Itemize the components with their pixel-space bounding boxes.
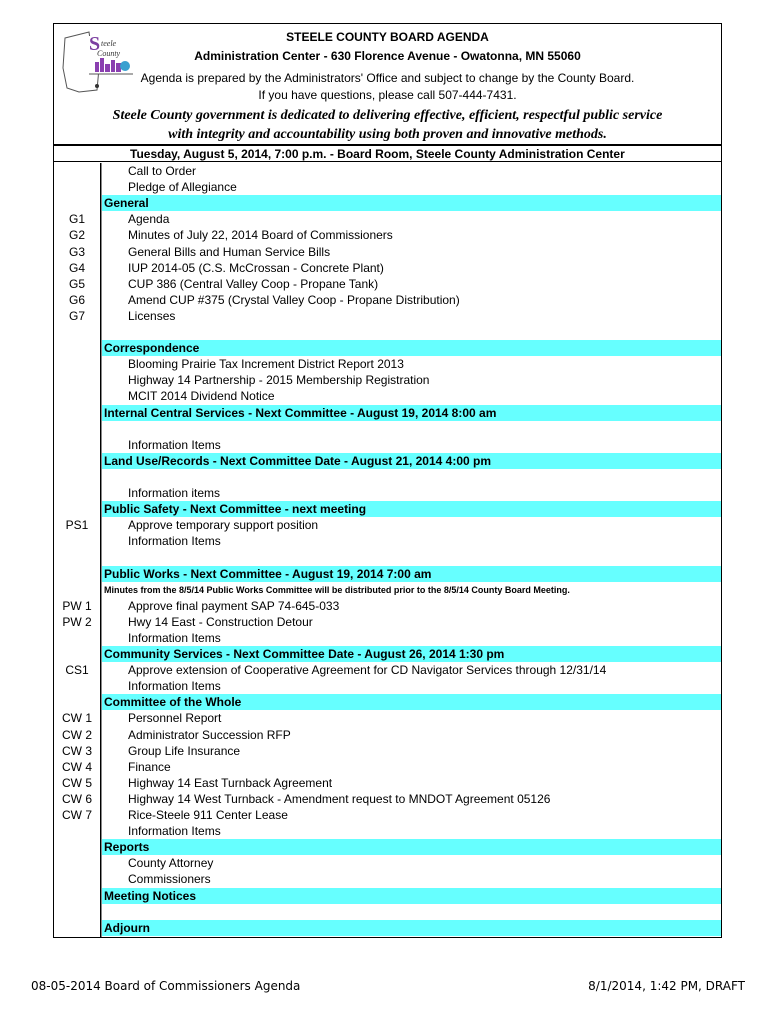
agenda-item-text: Rice-Steele 911 Center Lease <box>128 808 288 822</box>
agenda-item-row <box>54 759 721 775</box>
svg-text:County: County <box>97 49 121 58</box>
agenda-item-number: PS1 <box>65 518 89 533</box>
agenda-item-number: CW 7 <box>62 808 92 822</box>
agenda-item-number: G3 <box>68 244 85 259</box>
agenda-item-text: MCIT 2014 Dividend Notice <box>128 389 275 404</box>
agenda-item-number: PW 1 <box>62 598 92 613</box>
agenda-item-row <box>54 469 721 485</box>
agenda-item-text: Agenda <box>128 212 170 227</box>
section-heading: Committee of the Whole <box>102 694 721 710</box>
agenda-item-row <box>54 437 721 453</box>
agenda-item-row <box>54 163 721 179</box>
agenda-header <box>54 24 721 146</box>
agenda-item-number: CW 3 <box>62 743 92 758</box>
agenda-item-text <box>102 904 721 920</box>
agenda-item-row <box>54 533 721 549</box>
agenda-item-row <box>54 211 721 227</box>
agenda-item-text: Information Items <box>128 437 221 452</box>
agenda-item-row <box>54 549 721 565</box>
agenda-item-row <box>54 630 721 646</box>
agenda-item-number: G1 <box>68 212 85 227</box>
section-heading: Land Use/Records - Next Committee Date - August 21, 2014 4:00 pm <box>102 453 721 469</box>
agenda-item-text: Minutes from the 8/5/14 Public Works Committee will be distributed prior to the 8/5/14 County Board Meeting. <box>104 584 570 595</box>
agenda-item-text: Information Items <box>128 630 221 645</box>
agenda-item-row <box>54 227 721 243</box>
agenda-item-row <box>54 421 721 437</box>
agenda-section-row <box>54 453 721 469</box>
agenda-item-text: Hwy 14 East - Construction Detour <box>128 614 313 629</box>
agenda-item-text: Information Items <box>128 679 221 694</box>
agenda-item-row <box>54 662 721 678</box>
agenda-item-row <box>54 855 721 871</box>
agenda-item-row <box>54 276 721 292</box>
agenda-frame <box>53 23 722 938</box>
agenda-item-row <box>54 823 721 839</box>
footer-document-title: 08-05-2014 Board of Commissioners Agenda <box>31 979 301 993</box>
agenda-item-text <box>102 469 721 485</box>
agenda-item-text: Approve extension of Cooperative Agreement for CD Navigator Services through 12/31/14 <box>128 663 607 678</box>
agenda-item-text: Personnel Report <box>128 711 222 726</box>
agenda-item-row <box>54 871 721 887</box>
agenda-item-number: CW 2 <box>62 727 92 742</box>
agenda-section-row <box>54 920 721 936</box>
agenda-item-number: CW 4 <box>62 759 92 774</box>
agenda-item-text: Call to Order <box>128 164 197 178</box>
agenda-item-number: CS1 <box>65 663 89 678</box>
agenda-note-line2: If you have questions, please call 507-444-7431. <box>258 88 517 102</box>
agenda-item-row <box>54 582 721 598</box>
agenda-item-number: PW 2 <box>62 614 92 629</box>
agenda-note-line1: Agenda is prepared by the Administrators' Office and subject to change by the County Board. <box>140 71 635 85</box>
agenda-item-row <box>54 710 721 726</box>
mission-statement-line1: Steele County government is dedicated to delivering effective, efficient, respectful public service <box>112 108 663 123</box>
agenda-item-row <box>54 904 721 920</box>
agenda-item-text: Highway 14 East Turnback Agreement <box>128 775 333 790</box>
agenda-address: Administration Center - 630 Florence Avenue - Owatonna, MN 55060 <box>194 49 581 63</box>
agenda-item-text: Highway 14 West Turnback - Amendment request to MNDOT Agreement 05126 <box>128 791 551 806</box>
column-divider-shadow <box>101 163 102 937</box>
agenda-item-number: CW 6 <box>62 791 92 806</box>
agenda-item-text: Highway 14 Partnership - 2015 Membership Registration <box>128 373 430 388</box>
agenda-item-text: Approve final payment SAP 74-645-033 <box>128 598 340 613</box>
agenda-item-text: Approve temporary support position <box>128 518 319 533</box>
meeting-date-line: Tuesday, August 5, 2014, 7:00 p.m. - Board Room, Steele County Administration Center <box>54 146 721 162</box>
agenda-item-text: Finance <box>128 759 171 774</box>
agenda-item-row <box>54 743 721 759</box>
agenda-section-row <box>54 839 721 855</box>
svg-text:teele: teele <box>101 39 117 48</box>
svg-text:S: S <box>89 33 101 55</box>
agenda-item-text <box>102 549 721 565</box>
agenda-item-row <box>54 614 721 630</box>
agenda-item-text: Information Items <box>128 824 221 839</box>
agenda-item-number: CW 5 <box>62 775 92 790</box>
agenda-item-text: Information items <box>128 486 221 500</box>
section-heading: Correspondence <box>102 340 721 356</box>
agenda-section-row <box>54 566 721 582</box>
agenda-item-number: G6 <box>68 292 85 307</box>
agenda-item-text: Blooming Prairie Tax Increment District Report 2013 <box>128 357 404 372</box>
agenda-item-row <box>54 807 721 823</box>
agenda-item-text: General Bills and Human Service Bills <box>128 244 331 259</box>
agenda-section-row <box>54 405 721 421</box>
agenda-item-number: G7 <box>68 308 85 323</box>
agenda-item-row <box>54 775 721 791</box>
agenda-section-row <box>54 501 721 517</box>
agenda-section-row <box>54 694 721 710</box>
agenda-item-row <box>54 308 721 324</box>
agenda-item-row <box>54 791 721 807</box>
agenda-item-number: G2 <box>68 228 85 243</box>
agenda-item-row <box>54 356 721 372</box>
agenda-item-row <box>54 260 721 276</box>
agenda-item-text <box>102 421 721 437</box>
agenda-item-row <box>54 678 721 694</box>
agenda-section-row <box>54 195 721 211</box>
agenda-item-row <box>54 388 721 404</box>
section-heading: Public Safety - Next Committee - next meeting <box>102 501 721 517</box>
section-heading: Community Services - Next Committee Date - August 26, 2014 1:30 pm <box>102 646 721 662</box>
agenda-item-row <box>54 485 721 501</box>
agenda-section-row <box>54 646 721 662</box>
agenda-section-row <box>54 340 721 356</box>
agenda-item-text: Amend CUP #375 (Crystal Valley Coop - Propane Distribution) <box>128 292 460 307</box>
agenda-item-row <box>54 598 721 614</box>
agenda-item-text: Group Life Insurance <box>128 743 241 758</box>
section-heading: Meeting Notices <box>102 888 721 904</box>
agenda-item-row <box>54 727 721 743</box>
agenda-title: STEELE COUNTY BOARD AGENDA <box>286 30 489 44</box>
agenda-section-row <box>54 888 721 904</box>
agenda-item-number: G4 <box>68 260 85 275</box>
agenda-item-number: G5 <box>68 276 85 291</box>
agenda-item-text: Information Items <box>128 534 221 549</box>
agenda-item-number: CW 1 <box>62 711 92 726</box>
agenda-item-text: CUP 386 (Central Valley Coop - Propane Tank) <box>128 276 379 291</box>
agenda-item-text: Licenses <box>128 308 176 323</box>
section-heading: General <box>102 195 721 211</box>
section-heading: Adjourn <box>102 920 721 936</box>
agenda-item-text <box>102 324 721 340</box>
agenda-item-row <box>54 292 721 308</box>
agenda-item-text: Pledge of Allegiance <box>128 180 237 195</box>
agenda-item-text: Administrator Succession RFP <box>128 727 291 742</box>
section-heading: Public Works - Next Committee - August 19, 2014 7:00 am <box>102 566 721 582</box>
section-heading: Internal Central Services - Next Committee - August 19, 2014 8:00 am <box>102 405 721 421</box>
agenda-item-row <box>54 244 721 260</box>
agenda-item-row <box>54 179 721 195</box>
mission-statement-line2: with integrity and accountability using both proven and innovative methods. <box>168 127 607 142</box>
agenda-item-row <box>54 372 721 388</box>
agenda-item-text: IUP 2014-05 (C.S. McCrossan - Concrete Plant) <box>128 260 384 275</box>
agenda-item-text: Commissioners <box>128 872 211 887</box>
agenda-item-text: County Attorney <box>128 856 214 871</box>
footer-date-status: 8/1/2014, 1:42 PM, DRAFT <box>588 979 745 993</box>
agenda-item-text: Minutes of July 22, 2014 Board of Commissioners <box>128 228 393 243</box>
section-heading: Reports <box>102 839 721 855</box>
agenda-item-row <box>54 324 721 340</box>
agenda-item-row <box>54 517 721 533</box>
